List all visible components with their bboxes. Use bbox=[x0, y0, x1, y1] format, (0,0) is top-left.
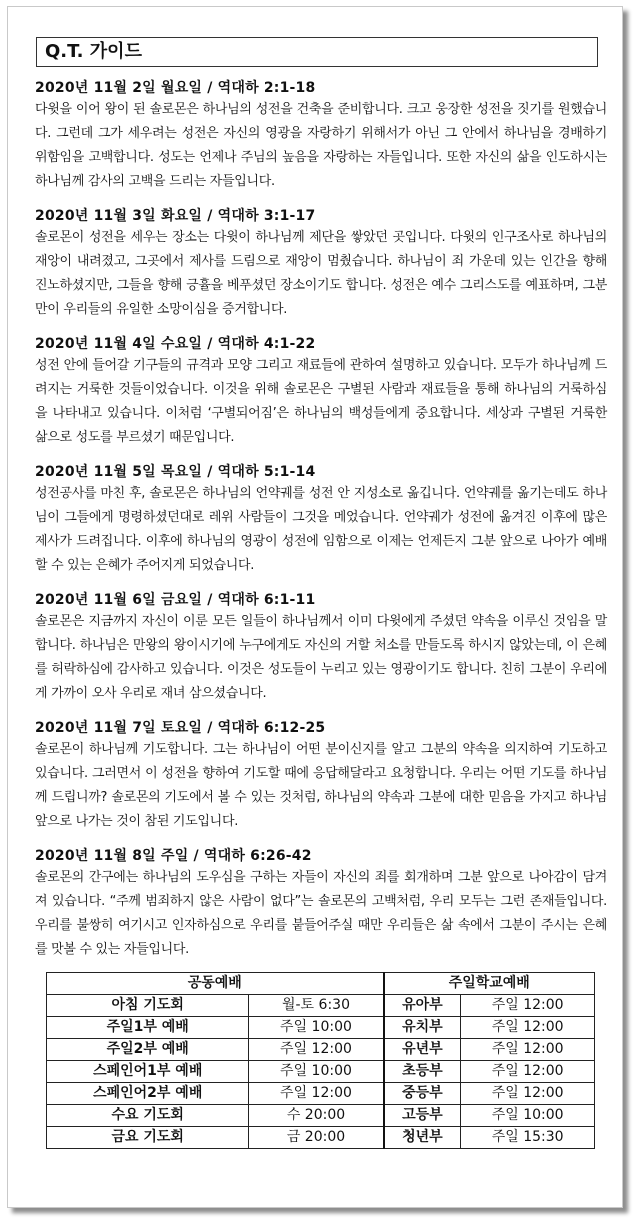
table-row bbox=[47, 1105, 595, 1127]
service-time: 주일 10:00 bbox=[249, 1061, 384, 1083]
service-time: 수 20:00 bbox=[249, 1105, 384, 1127]
table-row bbox=[47, 1017, 595, 1039]
dept-time: 주일 10:00 bbox=[461, 1105, 595, 1127]
service-name: 스페인어2부 예배 bbox=[47, 1083, 249, 1105]
entry-text: 솔로몬의 간구에는 하나님의 도우심을 구하는 자들이 자신의 죄를 회개하며 그분 앞으로 나아감이 담겨져 있습니다. “주께 범죄하지 않은 사람이 없다”는 솔로몬의 고백처럼, 우리 모두는 그런 존재들입니다. 우리를 불쌍히 여기시고 인자하심으로 우리를 붙들어주실 때만 우리들은 삶 속에서 그분이 주시는 은혜를 맛볼 수 있는 자들입니다. bbox=[35, 870, 607, 957]
header-sunday-school: 주일학교예배 bbox=[384, 973, 595, 995]
dept-name: 초등부 bbox=[384, 1061, 461, 1083]
entry-heading: 2020년 11월 3일 화요일 / 역대하 3:1-17 bbox=[35, 208, 316, 224]
entry-heading: 2020년 11월 8일 주일 / 역대하 6:26-42 bbox=[35, 848, 312, 864]
service-time: 주일 12:00 bbox=[249, 1083, 384, 1105]
dept-name: 유치부 bbox=[384, 1017, 461, 1039]
entry-text: 솔로몬이 하나님께 기도합니다. 그는 하나님이 어떤 분이신지를 알고 그분의 약속을 의지하여 기도하고 있습니다. 그러면서 이 성전을 향하여 기도할 때에 응답해달라고 요청합니다. 우리는 어떤 기도를 하나님께 드립니까? 솔로몬의 기도에서 볼 수 있는 것처럼, 하나님의 약속과 그분에 대한 믿음을 가지고 하나님 앞으로 나가는 것이 참된 기도입니다. bbox=[35, 742, 607, 829]
dept-name: 유년부 bbox=[384, 1039, 461, 1061]
service-name: 주일2부 예배 bbox=[47, 1039, 249, 1061]
entry-text: 솔로몬은 지금까지 자신이 이룬 모든 일들이 하나님께서 이미 다윗에게 주셨던 약속을 이루신 것임을 말합니다. 하나님은 만왕의 왕이시기에 누구에게도 자신의 거할 처소를 만들도록 하시지 않았는데, 이 은혜를 허락하심에 감사하고 있습니다. 이것은 성도들이 누리고 있는 영광이기도 합니다. 친히 그분이 우리에게 가까이 오사 우리로 재녀 삼으셨습니다. bbox=[35, 614, 607, 701]
table-row bbox=[47, 1061, 595, 1083]
service-name: 주일1부 예배 bbox=[47, 1017, 249, 1039]
qt-entries bbox=[35, 78, 607, 974]
table-row bbox=[47, 995, 595, 1017]
worship-schedule-table bbox=[46, 972, 595, 1149]
bulletin-page bbox=[7, 6, 623, 1208]
qt-entry bbox=[35, 718, 607, 834]
table-row bbox=[47, 1127, 595, 1149]
dept-time: 주일 15:30 bbox=[461, 1127, 595, 1149]
service-time: 주일 12:00 bbox=[249, 1039, 384, 1061]
dept-time: 주일 12:00 bbox=[461, 1017, 595, 1039]
service-name: 금요 기도회 bbox=[47, 1127, 249, 1149]
entry-text: 성전 안에 들어갈 기구들의 규격과 모양 그리고 재료들에 관하여 설명하고 있습니다. 모두가 하나님께 드려지는 거룩한 것들이었습니다. 이것을 위해 솔로몬은 구별된 사람과 재료들을 통해 하나님의 거룩하심을 나타내고 있습니다. 이처럼 ‘구별되어짐’은 하나님의 백성들에게 중요합니다. 세상과 구별된 거룩한 삶으로 성도를 부르셨기 때문입니다. bbox=[35, 358, 607, 445]
qt-entry bbox=[35, 78, 607, 194]
entry-heading: 2020년 11월 7일 토요일 / 역대하 6:12-25 bbox=[35, 720, 326, 736]
dept-time: 주일 12:00 bbox=[461, 1083, 595, 1105]
table-row bbox=[47, 1083, 595, 1105]
qt-entry bbox=[35, 206, 607, 322]
service-name: 스페인어1부 예배 bbox=[47, 1061, 249, 1083]
qt-entry bbox=[35, 462, 607, 578]
dept-time: 주일 12:00 bbox=[461, 1039, 595, 1061]
service-time: 주일 10:00 bbox=[249, 1017, 384, 1039]
table-row bbox=[47, 1039, 595, 1061]
service-time: 금 20:00 bbox=[249, 1127, 384, 1149]
dept-time: 주일 12:00 bbox=[461, 1061, 595, 1083]
entry-heading: 2020년 11월 5일 목요일 / 역대하 5:1-14 bbox=[35, 464, 316, 480]
dept-time: 주일 12:00 bbox=[461, 995, 595, 1017]
entry-text: 다윗을 이어 왕이 된 솔로몬은 하나님의 성전을 건축을 준비합니다. 크고 웅장한 성전을 짓기를 원했습니다. 그런데 그가 세우려는 성전은 자신의 영광을 자랑하기 위해서가 아닌 그 안에서 하나님을 경배하기 위함임을 고백합니다. 성도는 언제나 주님의 높음을 자랑하는 자들입니다. 또한 자신의 삶을 인도하시는 하나님께 감사의 고백을 드리는 자들입니다. bbox=[35, 102, 607, 189]
service-time: 월-토 6:30 bbox=[249, 995, 384, 1017]
entry-heading: 2020년 11월 6일 금요일 / 역대하 6:1-11 bbox=[35, 592, 316, 608]
entry-text: 솔로몬이 성전을 세우는 장소는 다윗이 하나님께 제단을 쌓았던 곳입니다. 다윗의 인구조사로 하나님의 재앙이 내려졌고, 그곳에서 제사를 드림으로 재앙이 멈췄습니다. 하나님이 죄 가운데 있는 인간을 향해 진노하셨지만, 그들을 향해 긍휼을 베푸셨던 장소이기도 합니다. 성전은 예수 그리스도를 예표하며, 그분만이 우리들의 유일한 소망이심을 증거합니다. bbox=[35, 230, 607, 317]
qt-entry bbox=[35, 334, 607, 450]
service-name: 수요 기도회 bbox=[47, 1105, 249, 1127]
entry-text: 성전공사를 마친 후, 솔로몬은 하나님의 언약궤를 성전 안 지성소로 옮깁니다. 언약궤를 옮기는데도 하나님이 그들에게 명령하셨던대로 레위 사람들이 그것을 메었습니다. 언약궤가 성전에 옮겨진 이후에 많은 제사가 드려집니다. 이후에 하나님의 영광이 성전에 임함으로 이제는 언제든지 그분 앞으로 나아가 예배할 수 있는 은혜가 주어지게 되었습니다. bbox=[35, 486, 607, 573]
dept-name: 고등부 bbox=[384, 1105, 461, 1127]
dept-name: 유아부 bbox=[384, 995, 461, 1017]
header-common-worship: 공동예배 bbox=[47, 973, 384, 995]
table-header-row bbox=[47, 973, 595, 995]
guide-title: Q.T. 가이드 bbox=[36, 37, 598, 67]
dept-name: 중등부 bbox=[384, 1083, 461, 1105]
dept-name: 청년부 bbox=[384, 1127, 461, 1149]
qt-entry bbox=[35, 846, 607, 962]
service-name: 아침 기도회 bbox=[47, 995, 249, 1017]
qt-entry bbox=[35, 590, 607, 706]
entry-heading: 2020년 11월 4일 수요일 / 역대하 4:1-22 bbox=[35, 336, 316, 352]
entry-heading: 2020년 11월 2일 월요일 / 역대하 2:1-18 bbox=[35, 80, 316, 96]
